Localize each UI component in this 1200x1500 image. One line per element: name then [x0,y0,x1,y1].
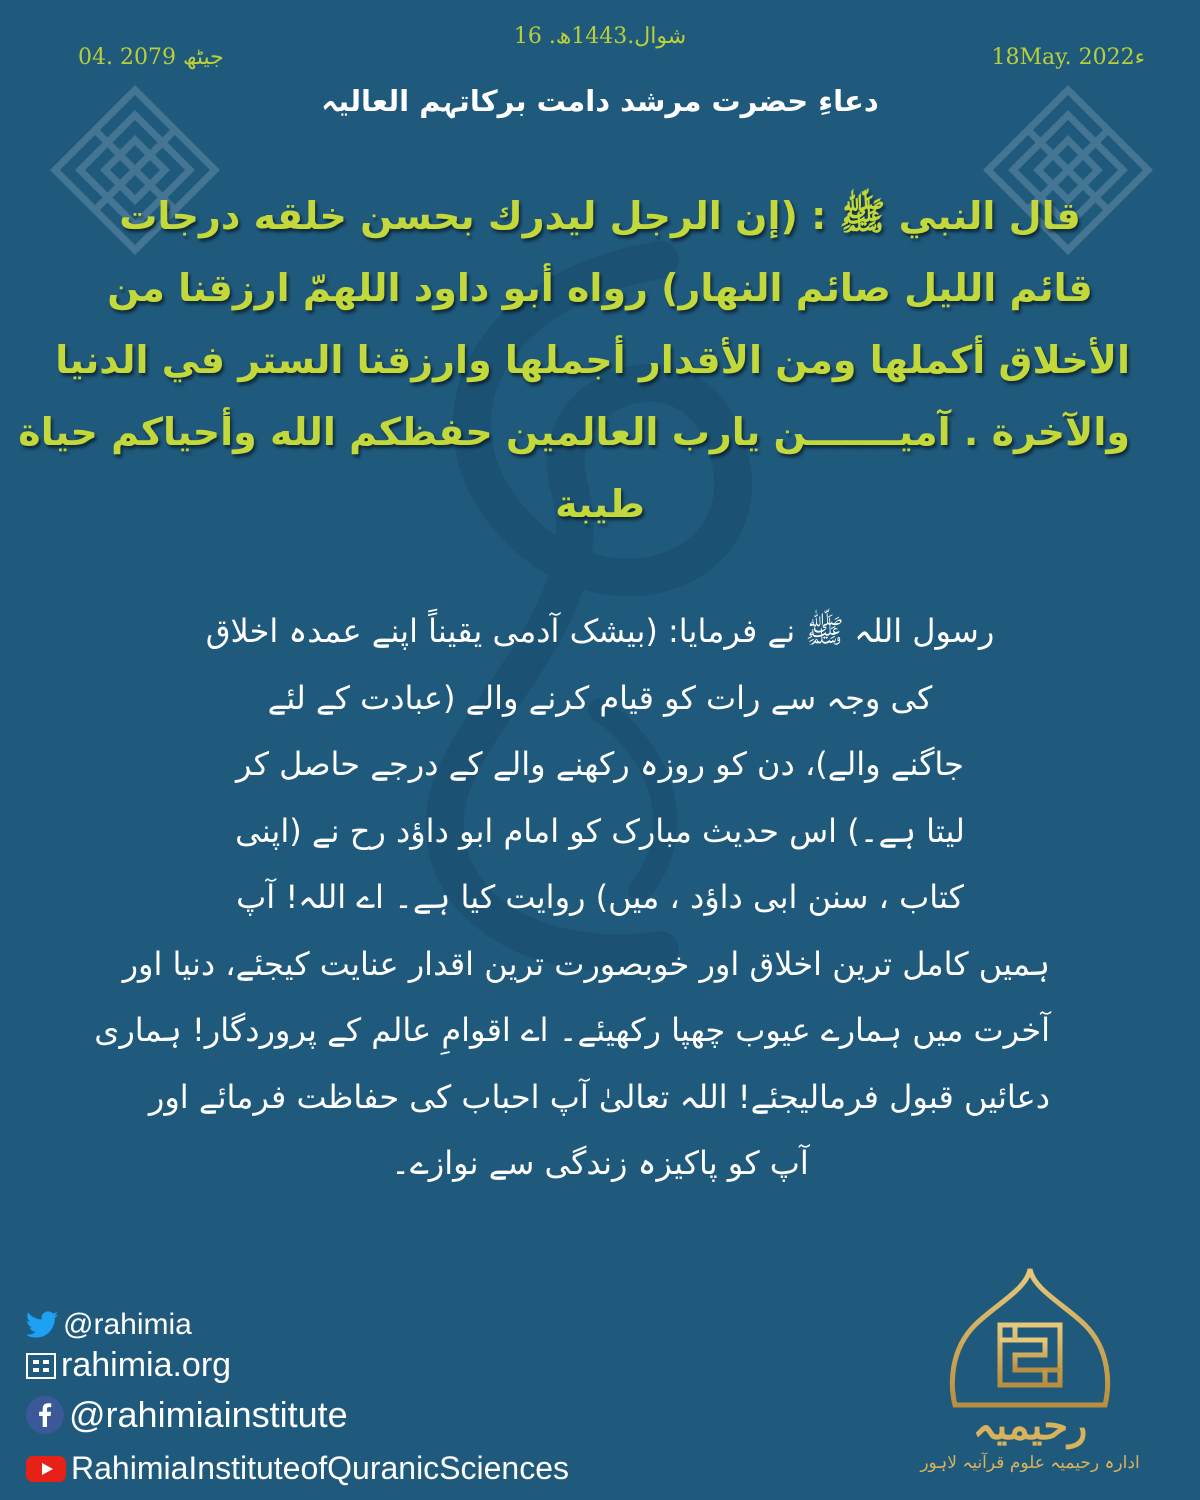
urdu-line: لیتا ہے۔) اس حدیث مبارک کو امام ابو داؤد رح نے (اپنی [235,811,965,850]
urdu-line: جاگنے والے)، دن کو روزہ رکھنے والے کے درجے حاصل کر [236,745,964,783]
urdu-line: آپ کو پاکیزہ زندگی سے نوازے۔ [391,1144,809,1182]
hijri-date: 16 .شوال.1443ھ [513,24,687,49]
facebook-icon [25,1395,65,1435]
logo-subtitle: ادارہ رحیمیہ علوم قرآنیہ لاہور [920,1453,1140,1473]
gregorian-date: 18May. 2022ء [991,45,1145,70]
urdu-line: کی وجہ سے رات کو قیام کرنے والے (عبادت کے لئے [267,678,933,717]
facebook-handle-text: @rahimiainstitute [69,1394,348,1435]
vikram-date: 04. جیٹھ 2079 [78,45,224,70]
youtube-channel-text: RahimiaInstituteofQuranicSciences [71,1450,570,1486]
twitter-handle[interactable] [25,1308,192,1342]
arabic-line: قائم الليل صائم النهار) رواه أبو داود اللهمّ ارزقنا من [107,266,1093,310]
youtube-channel[interactable] [25,1450,569,1487]
logo-wordmark: رحیمیہ [972,1402,1088,1449]
website-link[interactable] [25,1346,231,1385]
youtube-icon [25,1454,67,1484]
page-title: دعاءِ حضرت مرشد دامت برکاتہم العالیہ [321,84,879,118]
arabic-line: قال النبي ﷺ : (إن الرجل ليدرك بحسن خلقه درجات [119,194,1081,238]
arabic-line: طيبة [555,482,645,526]
arabic-line: والآخرة . آميـــــــن يارب العالمين حفظكم الله وأحياكم حياة [18,410,1130,454]
twitter-handle-text: @rahimia [63,1308,192,1341]
urdu-translation-text [94,598,1050,1197]
facebook-handle[interactable] [25,1394,348,1436]
urdu-line: آخرت میں ہمارے عیوب چھپا رکھیئے۔ اے اقوامِ عالم کے پروردگار! ہماری [94,1011,1050,1049]
urdu-line: ہمیں کامل ترین اخلاق اور خوبصورت ترین اقدار عنایت کیجئے، دنیا اور [122,944,1050,983]
arabic-line: الأخلاق أكملها ومن الأقدار أجملها وارزقنا الستر في الدنيا [55,338,1130,382]
website-icon [25,1351,57,1381]
urdu-line: کتاب ، سنن ابی داؤد ، میں) روایت کیا ہے۔ اے اللہ! آپ [236,878,964,916]
arabic-hadith-text [18,180,1130,540]
urdu-line: رسول اللہ ﷺ نے فرمایا: (بیشک آدمی یقیناً اپنے عمدہ اخلاق [205,612,995,650]
urdu-line: دعائیں قبول فرمالیجئے! اللہ تعالیٰ آپ احباب کی حفاظت فرمائے اور [148,1077,1050,1116]
twitter-icon [25,1311,59,1339]
website-text: rahimia.org [61,1346,232,1384]
